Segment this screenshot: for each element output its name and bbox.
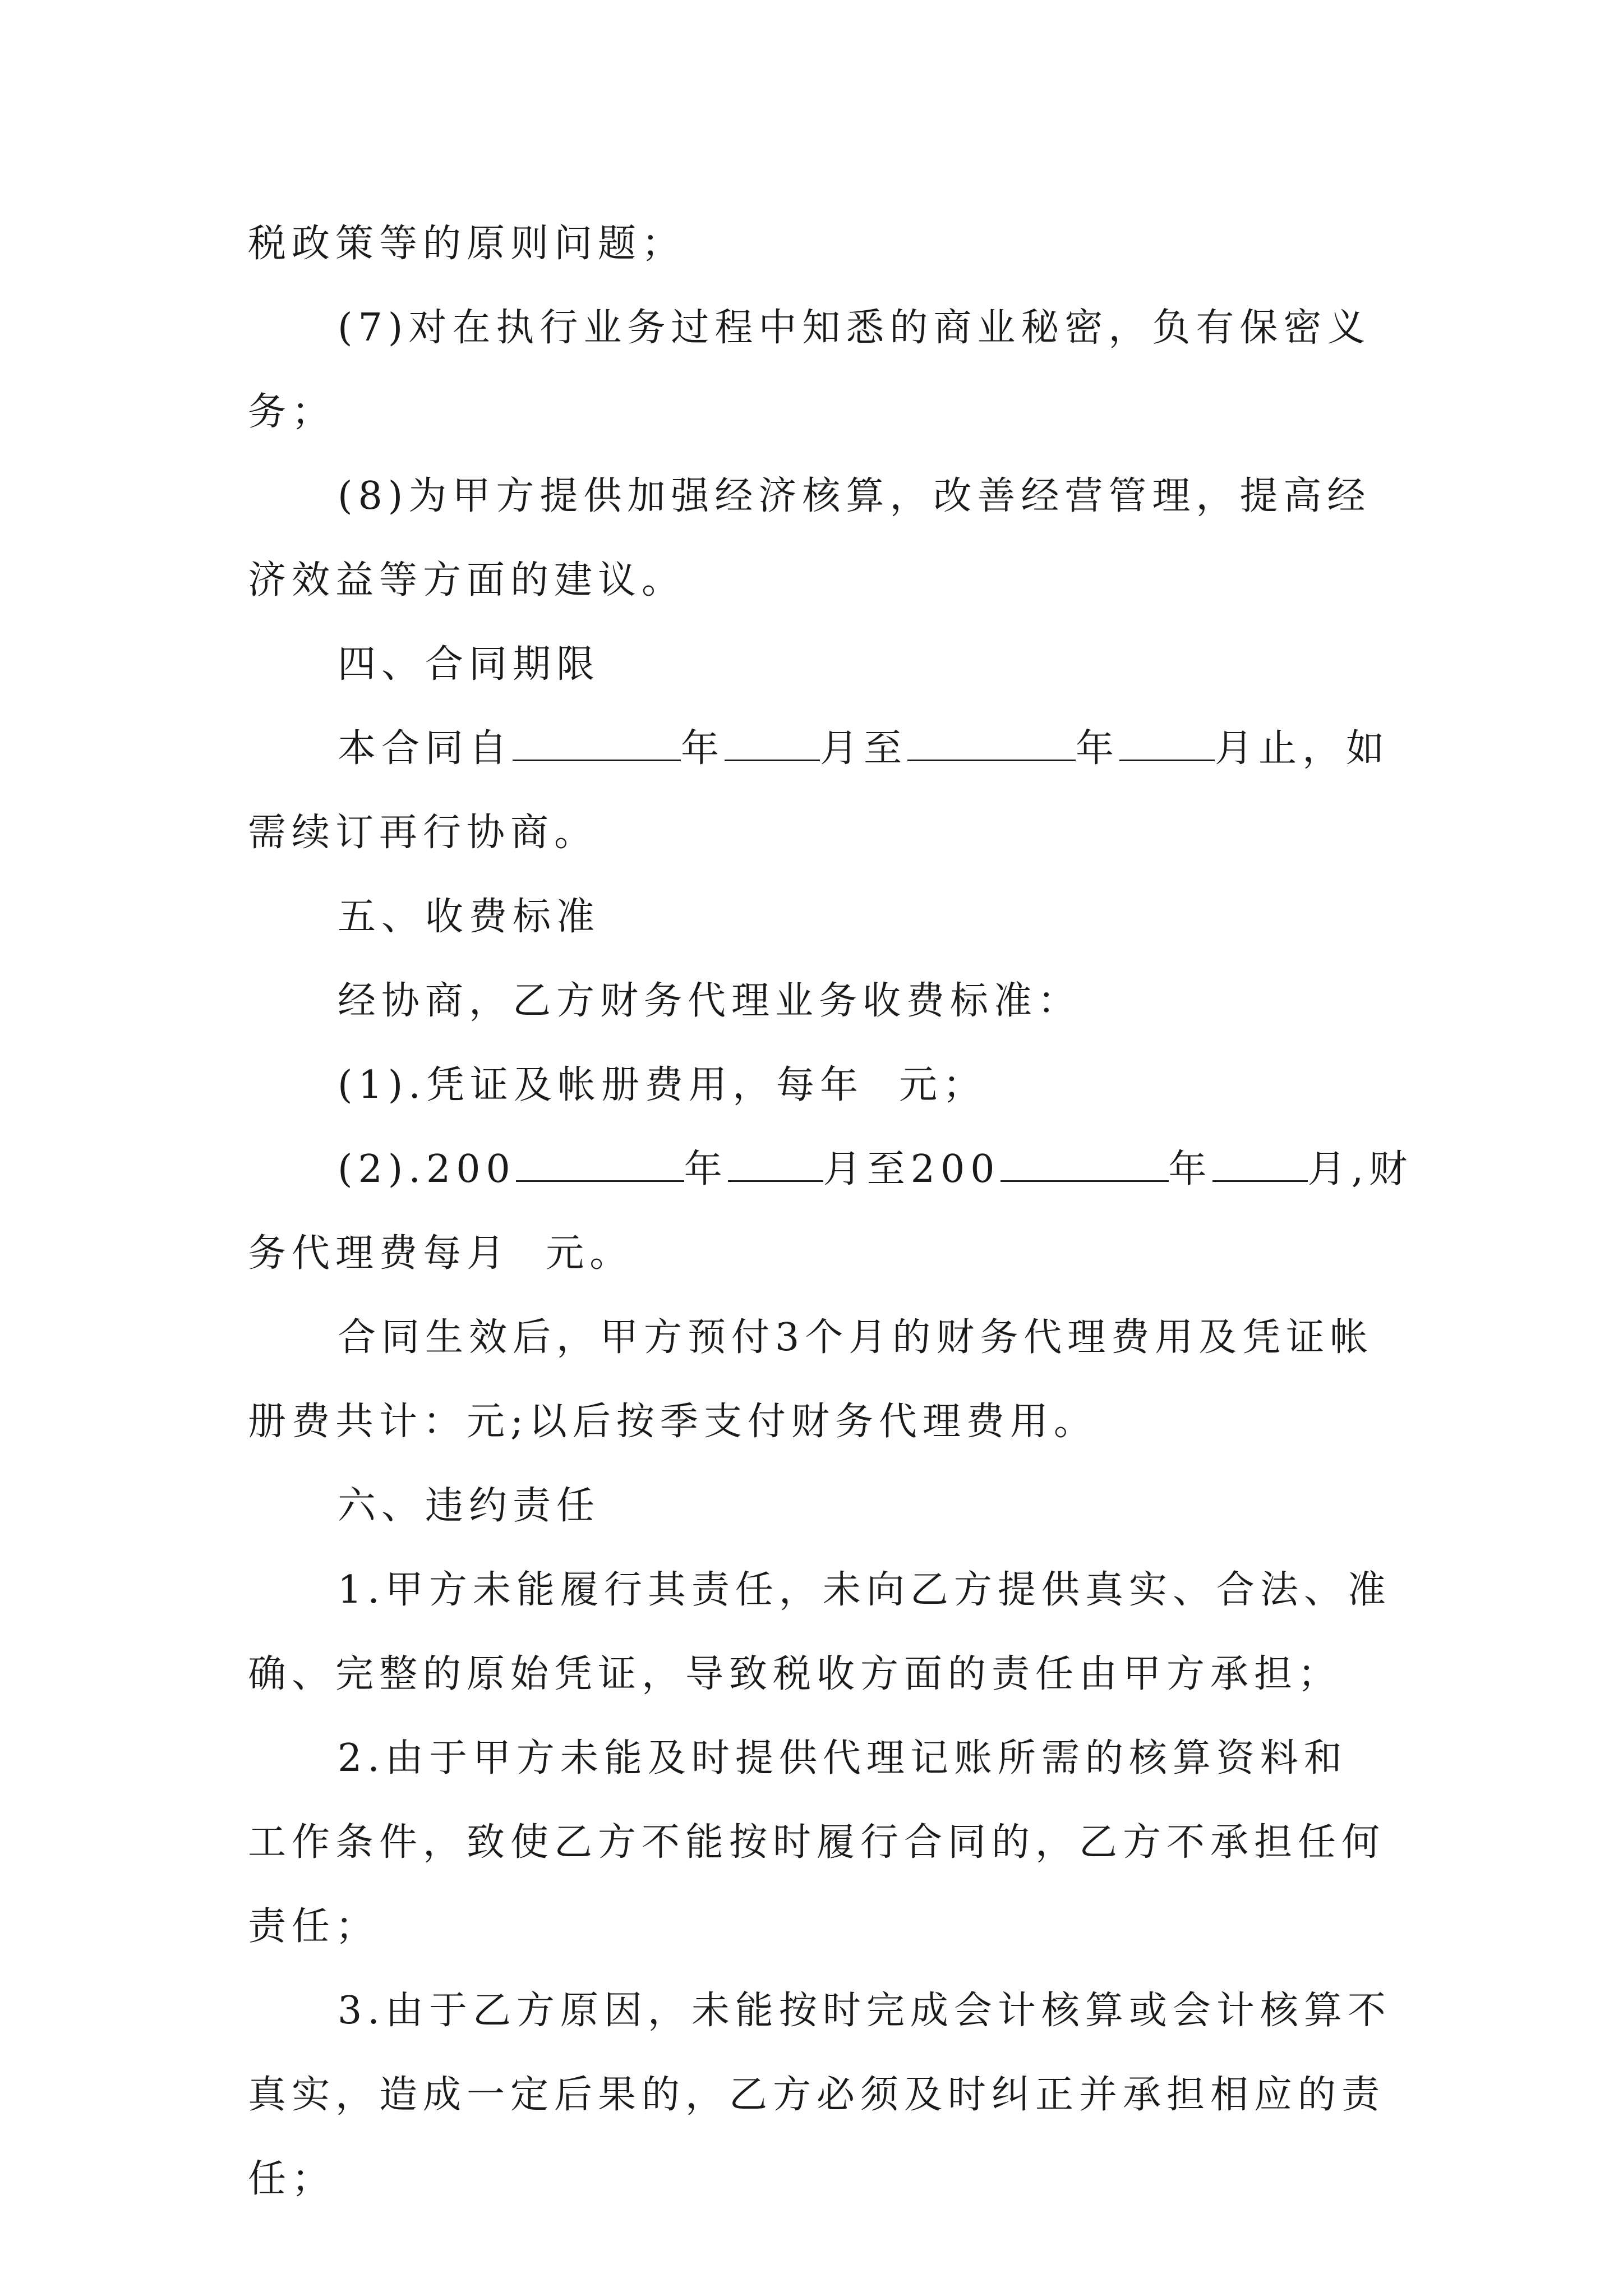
fee-item: [248, 1128, 1413, 1212]
section-heading: 五、收费标准: [338, 895, 601, 939]
breach-item-line: 责任；: [248, 1904, 380, 1949]
section-heading: 六、违约责任: [338, 1484, 601, 1528]
fee-month-end-label: 月,财: [1307, 1147, 1413, 1191]
fee-item: (1).凭证及帐册费用，每年 元；: [338, 1063, 987, 1107]
blank-field: [1119, 720, 1215, 761]
blank-field: [513, 720, 681, 761]
blank-field: [725, 720, 820, 761]
paragraph-line: 济效益等方面的建议。: [248, 558, 686, 602]
paragraph-line: 合同生效后，甲方预付3个月的财务代理费用及凭证帐: [338, 1315, 1374, 1360]
blank-field: [728, 1141, 823, 1182]
paragraph-line: 册费共计：元;以后按季支付财务代理费用。: [248, 1400, 1098, 1444]
paragraph-line: (7)对在执行业务过程中知悉的商业秘密，负有保密义: [338, 306, 1371, 350]
fee-year-label: 年: [1168, 1147, 1212, 1191]
paragraph-line: 务代理费每月 元。: [248, 1231, 634, 1276]
breach-item-line: 2.由于甲方未能及时提供代理记账所需的核算资料和: [338, 1736, 1348, 1780]
contract-term-line: [248, 707, 1391, 791]
term-year-label: 年: [681, 726, 725, 771]
paragraph-line: 经协商，乙方财务代理业务收费标准：: [338, 979, 1082, 1023]
paragraph-line: 税政策等的原则问题；: [248, 222, 686, 266]
fee-item-prefix: (2).200: [338, 1147, 516, 1191]
breach-item-line: 真实，造成一定后果的，乙方必须及时纠正并承担相应的责: [248, 2073, 1386, 2117]
blank-field: [1000, 1141, 1169, 1182]
term-month-to-label: 月至: [820, 726, 908, 771]
breach-item-line: 工作条件，致使乙方不能按时履行合同的，乙方不承担任何: [248, 1820, 1386, 1865]
fee-month-to-label: 月至200: [823, 1147, 1000, 1191]
section-heading: 四、合同期限: [338, 642, 601, 687]
paragraph-line: 需续订再行协商。: [248, 811, 598, 855]
paragraph-line: 务；: [248, 390, 336, 434]
breach-item-line: 3.由于乙方原因，未能按时完成会计核算或会计核算不: [338, 1989, 1391, 2033]
term-year-label: 年: [1076, 726, 1120, 771]
blank-field: [907, 720, 1076, 761]
breach-item-line: 确、完整的原始凭证，导致税收方面的责任由甲方承担；: [248, 1652, 1342, 1696]
term-prefix: 本合同自: [338, 726, 513, 771]
term-month-end-label: 月止，如: [1215, 726, 1390, 771]
fee-year-label: 年: [684, 1147, 728, 1191]
breach-item-line: 1.甲方未能履行其责任，未向乙方提供真实、合法、准: [338, 1568, 1391, 1612]
blank-field: [1212, 1141, 1308, 1182]
paragraph-line: (8)为甲方提供加强经济核算，改善经营管理，提高经: [338, 474, 1371, 518]
contract-body: [248, 202, 1413, 2221]
breach-item-line: 任；: [248, 2157, 336, 2201]
blank-field: [516, 1141, 684, 1182]
